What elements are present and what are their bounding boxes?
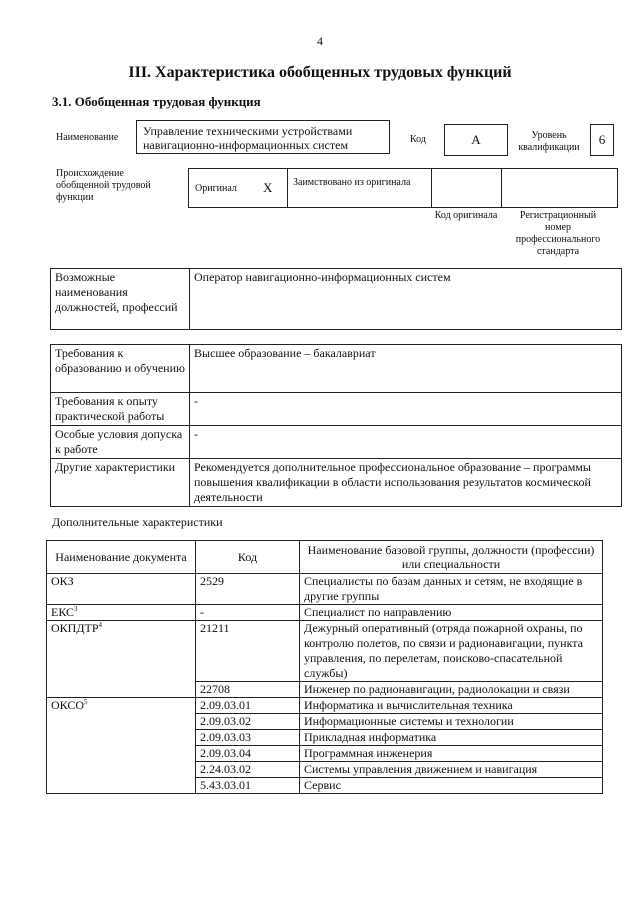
original-mark: X <box>263 180 273 195</box>
name-cell: Специалист по направлению <box>300 605 603 621</box>
requirements-table <box>50 344 622 507</box>
name-cell: Прикладная информатика <box>300 730 603 746</box>
table-row <box>51 426 622 459</box>
table-row <box>51 393 622 426</box>
code-cell: 21211 <box>196 621 300 682</box>
col-name-header: Наименование базовой группы, должности (профессии) или специальности <box>300 541 603 574</box>
doc-cell: ОКЗ <box>47 574 196 605</box>
additional-heading: Дополнительные характеристики <box>52 515 223 529</box>
table-header-row <box>47 541 603 574</box>
code-cell: 5.43.03.01 <box>196 778 300 794</box>
table-row <box>47 698 603 714</box>
original-cell <box>189 169 288 207</box>
orig-code-cell <box>431 169 502 207</box>
positions-label: Возможные наименования должностей, профессий <box>51 269 190 330</box>
code-value: A <box>471 132 481 147</box>
page-number: 4 <box>317 34 323 48</box>
code-cell: 2.09.03.03 <box>196 730 300 746</box>
table-row <box>51 345 622 393</box>
borrowed-label: Заимствовано из оригинала <box>293 177 411 188</box>
positions-value: Оператор навигационно-информационных систем <box>190 269 622 330</box>
name-cell: Дежурный оперативный (отряда пожарной охраны, по контролю полетов, по связи и радионавигации, пункта управления, по перелетам, поисково-спасательной службы) <box>300 621 603 682</box>
original-label: Оригинал <box>195 183 237 194</box>
level-value: 6 <box>598 132 606 147</box>
footnote-ref: 3 <box>74 605 78 613</box>
orig-code-label: Код оригинала <box>434 210 498 221</box>
req-label: Требования к образованию и обучению <box>51 345 190 393</box>
code-cell: 2.09.03.01 <box>196 698 300 714</box>
function-name-box <box>136 120 390 154</box>
table-row <box>51 459 622 507</box>
req-value: - <box>190 426 622 459</box>
doc-name: ЕКС <box>51 605 75 619</box>
footnote-ref: 5 <box>84 698 88 706</box>
req-label: Особые условия допуска к работе <box>51 426 190 459</box>
code-cell: 2529 <box>196 574 300 605</box>
code-cell: 2.09.03.02 <box>196 714 300 730</box>
positions-table <box>50 268 622 330</box>
doc-cell <box>47 621 196 698</box>
level-label: Уровень квалификации <box>518 130 580 153</box>
name-label: Наименование <box>56 132 119 143</box>
doc-name: ОКСО <box>51 698 85 712</box>
reg-number-label: Регистрационный номер профессионального стандарта <box>515 210 601 257</box>
code-cell: - <box>196 605 300 621</box>
name-cell: Системы управления движением и навигация <box>300 762 603 778</box>
name-cell: Специалисты по базам данных и сетям, не входящие в другие группы <box>300 574 603 605</box>
table-row <box>47 574 603 605</box>
origin-grid <box>188 168 618 208</box>
table-row <box>47 605 603 621</box>
col-code-header: Код <box>196 541 300 574</box>
doc-cell <box>47 698 196 794</box>
doc-name: ОКПДТР <box>51 621 99 635</box>
req-label: Требования к опыту практической работы <box>51 393 190 426</box>
table-row <box>47 621 603 682</box>
code-label: Код <box>410 134 426 145</box>
function-name-value: Управление техническими устройствами навигационно-информационных систем <box>143 124 353 152</box>
table-row <box>51 269 622 330</box>
borrowed-cell <box>287 169 432 207</box>
section-title: III. Характеристика обобщенных трудовых функций <box>128 64 512 81</box>
additional-table <box>46 540 603 794</box>
req-value: Рекомендуется дополнительное профессиональное образование – программы повышения квалификации в области использования результатов космической деятельности <box>190 459 622 507</box>
code-cell: 2.09.03.04 <box>196 746 300 762</box>
subsection-title: 3.1. Обобщенная трудовая функция <box>52 94 261 109</box>
footnote-ref: 4 <box>98 621 103 629</box>
name-cell: Информатика и вычислительная техника <box>300 698 603 714</box>
reg-number-cell <box>501 169 617 207</box>
code-box <box>444 124 508 156</box>
level-box <box>590 124 614 156</box>
col-doc-header: Наименование документа <box>47 541 196 574</box>
origin-label: Происхождение обобщенной трудовой функции <box>56 168 151 203</box>
name-cell: Сервис <box>300 778 603 794</box>
code-cell: 2.24.03.02 <box>196 762 300 778</box>
name-cell: Программная инженерия <box>300 746 603 762</box>
code-cell: 22708 <box>196 682 300 698</box>
req-value: - <box>190 393 622 426</box>
req-label: Другие характеристики <box>51 459 190 507</box>
doc-cell <box>47 605 196 621</box>
name-cell: Инженер по радионавигации, радиолокации и связи <box>300 682 603 698</box>
req-value: Высшее образование – бакалавриат <box>190 345 622 393</box>
name-cell: Информационные системы и технологии <box>300 714 603 730</box>
